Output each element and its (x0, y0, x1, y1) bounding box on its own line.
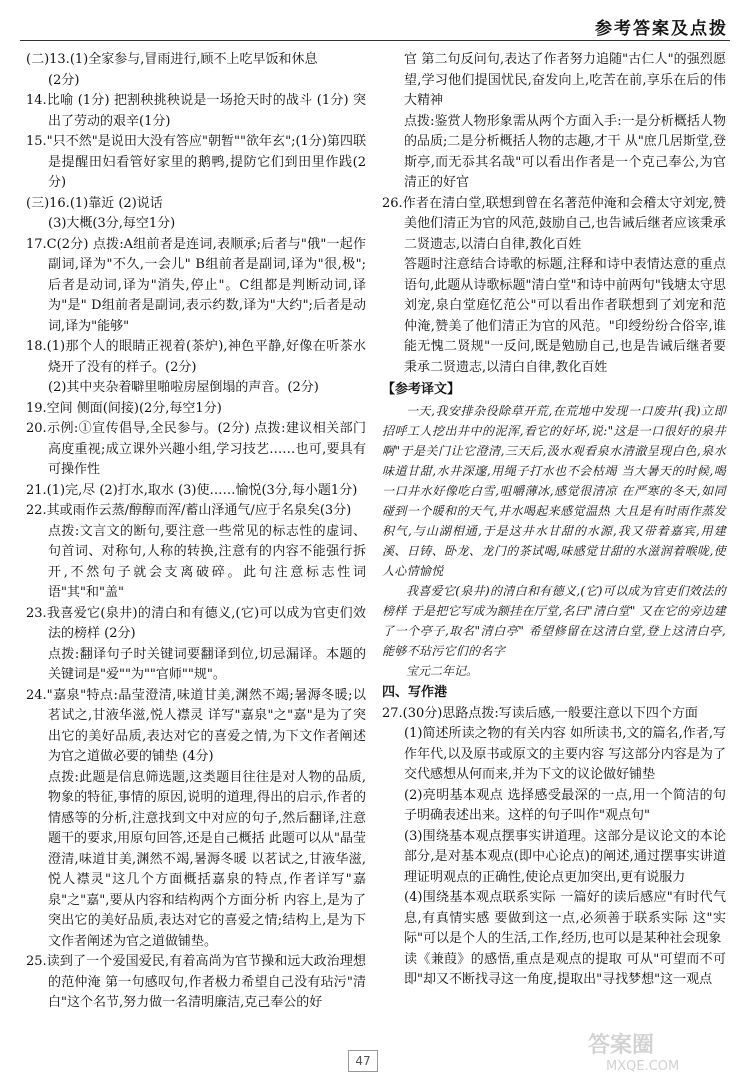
right-paragraph: 一天,我安排杂役除草开荒,在荒地中发现一口废井(我)立即招呼工人挖出井中的泥浑,看它的好坏,说:"这是一口很好的泉井啊"于是关门让它澄清,三天后,汲水观看泉水清澈呈现白色,泉水味道甘甜,水井深邃,用绳子打水也不会枯竭 当大暑天的时候,喝一口井水好像吃白雪,咀嚼薄冰,感觉很清凉 在严寒的冬天,如同碰到一个暖和的天气,井水喝起来感觉温热 大且是有时雨作蒸发积气,与山湖相通,于是这井水甘甜的水源,我又带着嘉宾,用建溪、日铸、卧龙、龙门的茶试喝,味感觉甘甜的水滋润着喉咙,使人心情愉悦 (382, 403, 726, 578)
svg-text:答案圈: 答案圈 (588, 1033, 655, 1058)
right-paragraph: 读《兼葭》的感悟,重点是观点的提取 可从"可望而不可即"却又不断找寻这一角度,提取出"寻找梦想"这一观点 (404, 951, 726, 987)
left-paragraph: 15."只不然"是说田大没有答应"朝暂""欲年玄";(1分)第四联是提醒田妇看管好家里的鹅鸭,提防它们到田里作践(2分) (26, 134, 366, 190)
right-paragraph: 四、写作港 (382, 685, 448, 700)
left-paragraph: 17.C(2分) 点拨:A组前者是连词,表顺承;后者与"俄"一起作副词,译为"不久,一会儿" B组前者是副词,译为"很,极";后者是动词,译为"消失,停止"。C组都是判断动词,译为"是" D组前者是副词,表示约数,译为"大约";后者是动词,译为"能够" (26, 236, 366, 334)
right-paragraph: (3)围绕基本观点摆事实讲道理。这部分是议论文的本论部分,是对基本观点(即中心论点)的阐述,通过摆事实讲道理证明观点的正确性,使论点更加突出,更有说服力 (404, 828, 726, 885)
left-paragraph: 24."嘉泉"特点:晶莹澄清,味道甘美,渊然不竭;暑溽冬暖;以茗试之,甘液华滋,悦人襟灵 详写"嘉泉"之"嘉"是为了突出它的美好品质,表达对它的喜爱之情,为下文作者阐述为官之道做必要的铺垫 (4分) (26, 687, 366, 764)
left-paragraph: 25.读到了一个爱国爱民,有着高尚为官节操和远大政治理想的范仲淹 第一句感叹句,作者极力希望自己没有玷污"清白"这个名节,努力做一名清明廉洁,克己奉公的好 (26, 954, 366, 1010)
right-paragraph: 点拨:鉴赏人物形象需从两个方面入手:一是分析概括人物的品质;二是分析概括人物的志趣,才干 从"庶几居斯堂,登斯亭,而无忝其名哉"可以看出作者是一个克己奉公,为官清正的好官 (404, 113, 726, 190)
left-paragraph: 点拨:此题是信息筛选题,这类题目往往是对人物的品质,物象的特征,事情的原因,说明的道理,得出的启示,作者的情感等的分析,注意找到文中对应的句子,然后翻译,注意题干的要求,用原句回答,还是自己概括 此题可以从"晶莹澄清,味道甘美,渊然不竭,暑溽冬暖 以茗试之,甘液华滋,悦人襟灵"这几个方面概括嘉泉的特点,作者详写"嘉泉"之"嘉",要从内容和结构两个方面分析 内容上,是为了突出它的美好品质,表达对它的喜爱之情;结构上,是为下文作者阐述为官之道做铺垫。 (48, 769, 366, 949)
left-paragraph: 点拨:翻译句子时关键词要翻译到位,切忌漏译。本题的关键词是"爱""为""官师""规"。 (48, 646, 366, 682)
right-paragraph: 官 第二句反问句,表达了作者努力追随"古仁人"的强烈愿望,学习他们提国忧民,奋发向上,吃苦在前,享乐在后的伟大精神 (404, 52, 726, 108)
right-paragraph: 【参考译文】 (382, 382, 461, 397)
left-paragraph: (二)13.(1)全家参与,冒雨进行,顾不上吃早饭和休息 (26, 52, 318, 67)
left-paragraph: 20.示例:①宣传倡导,全民参与。(2分) 点拨:建议相关部门高度重视;成立课外兴趣小组,学习技艺……也可,要具有可操作性 (26, 421, 366, 477)
right-paragraph: (1)简述所读之物的有关内容 如所读书,文的篇名,作者,写作年代,以及原书或原文的主要内容 写这部分内容是为了交代感想从何而来,并为下文的议论做好铺垫 (404, 726, 726, 782)
left-paragraph: (3)大概(3分,每空1分) (48, 216, 176, 231)
right-paragraph: (2)亮明基本观点 选择感受最深的一点,用一个简洁的句子明确表述出来。这样的句子叫作"观点句" (404, 787, 726, 823)
left-paragraph: 14.比喻 (1分) 把割秧挑秧说是一场抢天时的战斗 (1分) 突出了劳动的艰辛(1分) (26, 93, 366, 129)
left-paragraph: (2分) (48, 72, 80, 88)
right-paragraph: 27.(30分)思路点拨:写读后感,一般要注意以下四个方面 (382, 705, 698, 721)
left-paragraph: 18.(1)那个人的眼睛正视着(茶炉),神色平静,好像在听茶水烧开了没有的样子。(2分) (26, 339, 366, 375)
left-paragraph: 22.其或雨作云蒸/醇醇而浑/蓄山泽通气/应于名泉矣(3分) (26, 503, 352, 518)
right-paragraph: 26.作者在清白堂,联想到曾在名著范仲淹和会稽太守刘宠,赞美他们清正为官的风范,鼓励自己,也告诫后继者应该秉承二贤遗志,以清白自律,教化百姓 (382, 195, 726, 252)
right-paragraph: 我喜爱它(泉井)的清白和有德义,(它)可以成为官吏们效法的榜样 于是把它写成为额挂在厅堂,名曰"清白堂" 又在它的旁边建了一个亭子,取名"清白亭" 希望修留在这清白堂,登上这清白亭,能够不玷污它们的名字 (382, 583, 726, 658)
left-paragraph: (三)16.(1)靠近 (2)说话 (26, 195, 163, 211)
page-number: 47 (348, 1050, 378, 1072)
watermark-logo (584, 1024, 734, 1074)
page-header: 参考答案及点拨 (595, 19, 728, 39)
left-paragraph: 点拨:文言文的断句,要注意一些常见的标志性的虚词、句首词、对称句,人称的转换,注意有的内容不能强行拆开,不然句子就会支离破碎。此句注意标志性词语"其"和"盖" (48, 523, 366, 600)
left-paragraph: 23.我喜爱它(泉井)的清白和有德义,(它)可以成为官吏们效法的榜样 (2分) (26, 605, 366, 641)
left-column (26, 50, 366, 1014)
right-column (382, 50, 726, 991)
left-paragraph: 19.空间 侧面(间接)(2分,每空1分) (26, 400, 222, 416)
left-paragraph: 21.(1)完,尽 (2)打水,取水 (3)使……愉悦(3分,每小题1分) (26, 482, 358, 498)
right-paragraph: 宝元二年记。 (406, 663, 479, 678)
left-paragraph: (2)其中夹杂着噼里啪啦房屋倒塌的声音。(2分) (48, 380, 319, 395)
svg-text:MXQE.COM: MXQE.COM (606, 1059, 680, 1074)
right-paragraph: 答题时注意结合诗歌的标题,注释和诗中表情达意的重点语句,此题从诗歌标题"清白堂"和诗中前两句"钱塘太守思刘宠,泉白堂庭忆范公"可以看出作者联想到了刘宠和范仲淹,赞美了他们清正为官的风范。"印绶纷纷合俗宰,谁能无愧二贤规"一反问,既是勉励自己,也是告诫后继者要秉承二贤遗志,以清白自律,教化百姓 (404, 257, 726, 375)
watermark-icon (584, 1024, 734, 1074)
header-rule (20, 40, 730, 41)
right-paragraph: (4)围绕基本观点联系实际 一篇好的读后感应"有时代气息,有真情实感 要做到这一点,必须善于联系实际 这"实际"可以是个人的生活,工作,经历,也可以是某种社会现象 (404, 890, 726, 946)
